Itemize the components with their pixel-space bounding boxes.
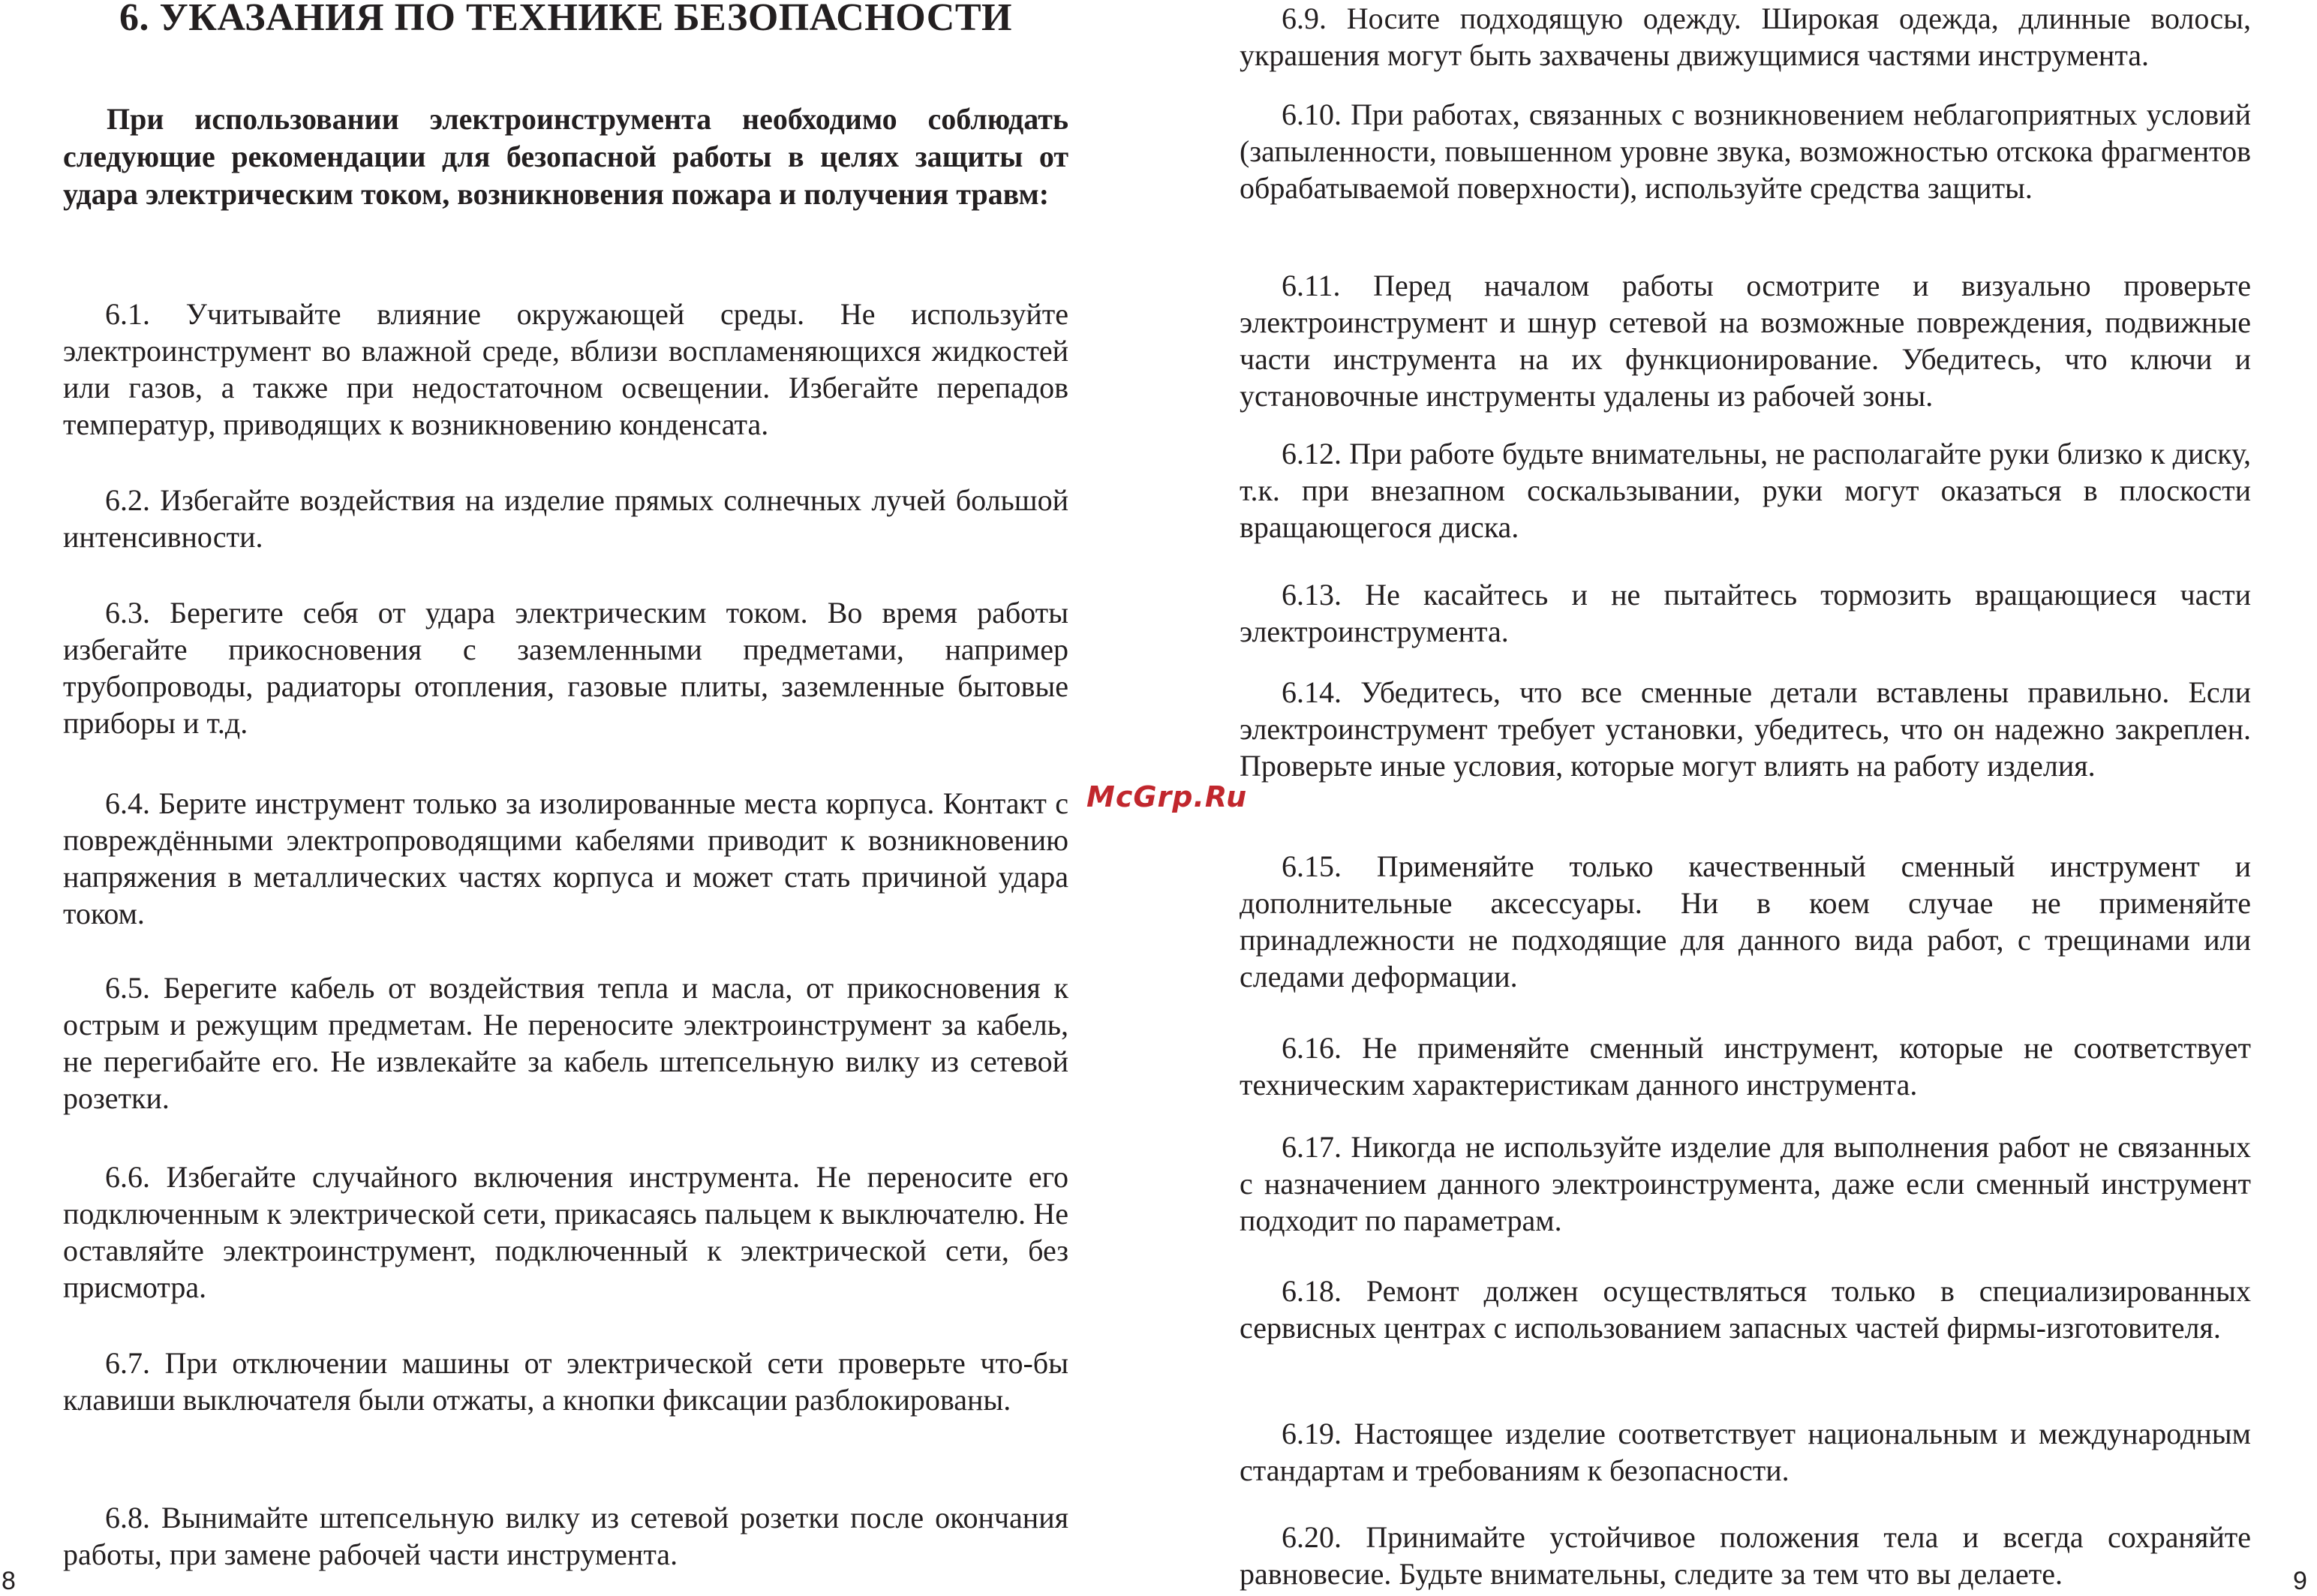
safety-item-6-19: 6.19. Настоящее изделие соответствует национальным и международным стандартам и требованиям к безопасности. — [1240, 1417, 2251, 1487]
safety-item-6-2: 6.2. Избегайте воздействия на изделие прямых солнечных лучей большой интенсивности. — [63, 483, 1068, 554]
safety-item-6-9: 6.9. Носите подходящую одежду. Широкая одежда, длинные волосы, украшения могут быть захвачены движущимися частями инструмента. — [1240, 2, 2251, 72]
safety-item-6-7: 6.7. При отключении машины от электрической сети проверьте что-бы клавиши выключателя были отжаты, а кнопки фиксации разблокированы. — [63, 1346, 1068, 1417]
safety-item-6-5: 6.5. Берегите кабель от воздействия тепла и масла, от прикосновения к острым и режущим предметам. Не переносите электроинструмент за кабель, не перегибайте его. Не извлекайте за кабель штепсельную вилку из сетевой розетки. — [63, 971, 1068, 1115]
page-number-left: 8 — [2, 1567, 16, 1595]
page-number-right: 9 — [2293, 1567, 2307, 1595]
right-page — [1158, 0, 2317, 1595]
safety-item-6-4: 6.4. Берите инструмент только за изолированные места корпуса. Контакт с повреждёнными электропроводящими кабелями приводит к возникновению напряжения в металлических частях корпуса и может стать причиной удара током. — [63, 786, 1068, 930]
safety-item-6-15: 6.15. Применяйте только качественный сменный инструмент и дополнительные аксессуары. Ни в коем случае не применяйте принадлежности не подходящие для данного вида работ, с трещинами или следами деформации. — [1240, 849, 2251, 993]
left-page — [0, 0, 1158, 1595]
safety-item-6-8: 6.8. Вынимайте штепсельную вилку из сетевой розетки после окончания работы, при замене рабочей части инструмента. — [63, 1501, 1068, 1571]
safety-item-6-10: 6.10. При работах, связанных с возникновением неблагоприятных условий (запыленности, повышенном уровне звука, возможностью отскока фрагментов обрабатываемой поверхности), используйте средства защиты. — [1240, 98, 2251, 205]
safety-item-6-13: 6.13. Не касайтесь и не пытайтесь тормозить вращающиеся части электроинструмента. — [1240, 578, 2251, 648]
safety-item-6-11: 6.11. Перед началом работы осмотрите и визуально проверьте электроинструмент и шнур сетевой на возможные повреждения, подвижные части инструмента на их функционирование. Убедитесь, что ключи и установочные инструменты удалены из рабочей зоны. — [1240, 269, 2251, 413]
safety-item-6-3: 6.3. Берегите себя от удара электрическим током. Во время работы избегайте прикосновения с заземленными предметами, например трубопроводы, радиаторы отопления, газовые плиты, заземленные бытовые приборы и т.д. — [63, 596, 1068, 740]
intro-paragraph: При использовании электроинструмента необходимо соблюдать следующие рекомендации для безопасной работы в целях защиты от удара электрическим током, возникновения пожара и получения травм: — [63, 102, 1068, 211]
section-title: 6. УКАЗАНИЯ ПО ТЕХНИКЕ БЕЗОПАСНОСТИ — [119, 0, 1012, 39]
safety-item-6-12: 6.12. При работе будьте внимательны, не располагайте руки близко к диску, т.к. при внезапном соскальзывании, руки могут оказаться в плоскости вращающегося диска. — [1240, 437, 2251, 544]
safety-item-6-1: 6.1. Учитывайте влияние окружающей среды. Не используйте электроинструмент во влажной среде, вблизи воспламеняющихся жидкостей или газов, а также при недостаточном освещении. Избегайте перепадов температур, приводящих к возникновению конденсата. — [63, 297, 1068, 441]
safety-item-6-17: 6.17. Никогда не используйте изделие для выполнения работ не связанных с назначением данного электроинструмента, даже если сменный инструмент подходит по параметрам. — [1240, 1130, 2251, 1237]
watermark-link[interactable]: McGrp.Ru — [1086, 780, 1248, 813]
safety-item-6-18: 6.18. Ремонт должен осуществляться только в специализированных сервисных центрах с использованием запасных частей фирмы-изготовителя. — [1240, 1274, 2251, 1345]
safety-item-6-6: 6.6. Избегайте случайного включения инструмента. Не переносите его подключенным к электрической сети, прикасаясь пальцем к выключателю. Не оставляйте электроинструмент, подключенный к электрической сети, без присмотра. — [63, 1160, 1068, 1304]
safety-item-6-20: 6.20. Принимайте устойчивое положения тела и всегда сохраняйте равновесие. Будьте внимательны, следите за тем что вы делаете. — [1240, 1520, 2251, 1591]
safety-item-6-14: 6.14. Убедитесь, что все сменные детали вставлены правильно. Если электроинструмент требует установки, убедитесь, что он надежно закреплен. Проверьте иные условия, которые могут влиять на работу изделия. — [1240, 675, 2251, 783]
safety-item-6-16: 6.16. Не применяйте сменный инструмент, которые не соответствует техническим характеристикам данного инструмента. — [1240, 1031, 2251, 1102]
